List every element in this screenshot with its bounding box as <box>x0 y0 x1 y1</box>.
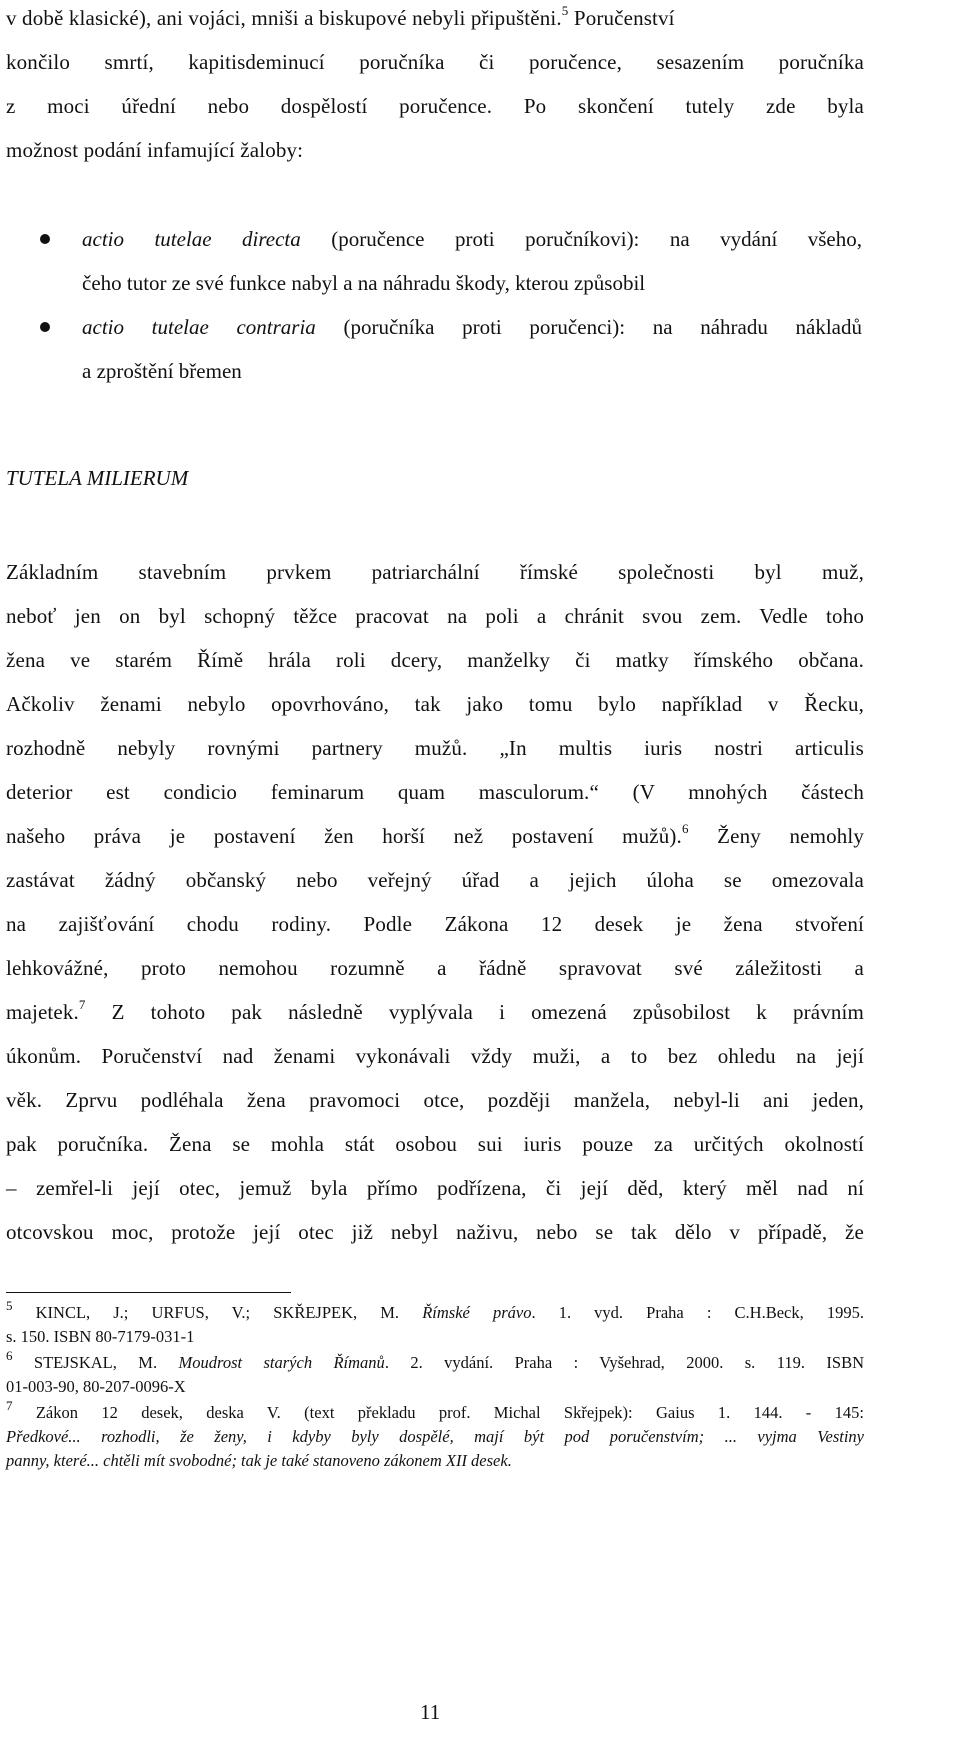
body-line: v době klasické), ani vojáci, mniši a biskupové nebyli připuštěni.$^5$ Poručenství <box>6 3 675 30</box>
body-line: majetek.$^7$ Z tohoto pak následně vyplývala i omezená způsobilost k právním <box>6 997 864 1024</box>
body-line: na zajišťování chodu rodiny. Podle Zákona 12 desek je žena stvoření <box>6 912 864 936</box>
bullet-item-line: a zproštění břemen <box>82 359 242 383</box>
body-line: našeho práva je postavení žen horší než postavení mužů).$^6$ Ženy nemohly <box>6 821 865 848</box>
body-line: Základním stavebním prvkem patriarchální římské společnosti byl muž, <box>6 560 864 584</box>
body-line: končilo smrtí, kapitisdeminucí poručníka či poručence, sesazením poručníka <box>6 50 864 74</box>
body-line: věk. Zprvu podléhala žena pravomoci otce, později manžela, nebyl-li ani jeden, <box>6 1088 864 1112</box>
page-number: 11 <box>420 1700 441 1724</box>
body-line: neboť jen on byl schopný těžce pracovat na poli a chránit svou zem. Vedle toho <box>6 604 864 628</box>
footnote-7-line3: panny, které... chtěli mít svobodné; tak je také stanoveno zákonem XII desek. <box>6 1451 512 1470</box>
footnote-5: $^5$ KINCL, J.; URFUS, V.; SKŘEJPEK, M. Římské právo. 1. vyd. Praha : C.H.Beck, 1995. <box>6 1297 864 1322</box>
body-line: deterior est condicio feminarum quam masculorum.“ (V mnohých částech <box>6 780 864 804</box>
bullet-item-line: actio tutelae directa (poručence proti poručníkovi): na vydání všeho, <box>82 227 862 251</box>
footnote-5-line2: s. 150. ISBN 80-7179-031-1 <box>6 1327 195 1346</box>
body-line: pak poručníka. Žena se mohla stát osobou sui iuris pouze za určitých okolností <box>6 1132 864 1156</box>
footnote-ref[interactable]: 7 <box>78 997 86 1012</box>
body-line: Ačkoliv ženami nebylo opovrhováno, tak jako tomu bylo například v Řecku, <box>6 692 864 716</box>
footnote-separator <box>6 1292 291 1293</box>
body-line: zastávat žádný občanský nebo veřejný úřad a jejich úloha se omezovala <box>6 868 864 892</box>
bullet-dot <box>40 322 50 332</box>
body-line: žena ve starém Římě hrála roli dcery, manželky či matky římského občana. <box>6 648 864 672</box>
body-line: rozhodně nebyly rovnými partnery mužů. „In multis iuris nostri articulis <box>6 736 864 760</box>
cited-title: Moudrost starých Římanů <box>178 1353 385 1372</box>
body-line: možnost podání infamující žaloby: <box>6 138 304 162</box>
latin-term: actio tutelae contraria <box>82 315 316 339</box>
bullet-dot <box>40 234 50 244</box>
body-line: úkonům. Poručenství nad ženami vykonávali vždy muži, a to bez ohledu na její <box>6 1044 864 1068</box>
footnote-7: $^7$ Zákon 12 desek, deska V. (text překladu prof. Michal Skřejpek): Gaius 1. 144. - 145: <box>6 1397 864 1422</box>
latin-term: actio tutelae directa <box>82 227 301 251</box>
body-line: lehkovážné, proto nemohou rozumně a řádně spravovat své záležitosti a <box>6 956 864 980</box>
body-line: – zemřel-li její otec, jemuž byla přímo podřízena, či její děd, který měl nad ní <box>6 1176 864 1200</box>
footnote-6-line2: 01-003-90, 80-207-0096-X <box>6 1377 186 1396</box>
cited-title: Římské právo <box>422 1303 532 1322</box>
bullet-item-line: actio tutelae contraria (poručníka proti poručenci): na náhradu nákladů <box>82 315 862 339</box>
bullet-item-line: čeho tutor ze své funkce nabyl a na náhradu škody, kterou způsobil <box>82 271 646 295</box>
section-heading: TUTELA MILIERUM <box>6 466 189 490</box>
body-line: otcovskou moc, protože její otec již nebyl naživu, nebo se tak dělo v případě, že <box>6 1220 864 1244</box>
body-line: z moci úřední nebo dospělostí poručence. Po skončení tutely zde byla <box>6 94 864 118</box>
footnote-7-line2: Předkové... rozhodli, že ženy, i kdyby byly dospělé, mají být pod poručenstvím; ... vyjma Vestiny <box>6 1427 864 1446</box>
footnote-6: $^6$ STEJSKAL, M. Moudrost starých Římanů. 2. vydání. Praha : Vyšehrad, 2000. s. 119. ISBN <box>6 1347 864 1372</box>
footnote-ref[interactable]: 6 <box>681 821 689 836</box>
footnote-ref[interactable]: 5 <box>561 3 569 18</box>
